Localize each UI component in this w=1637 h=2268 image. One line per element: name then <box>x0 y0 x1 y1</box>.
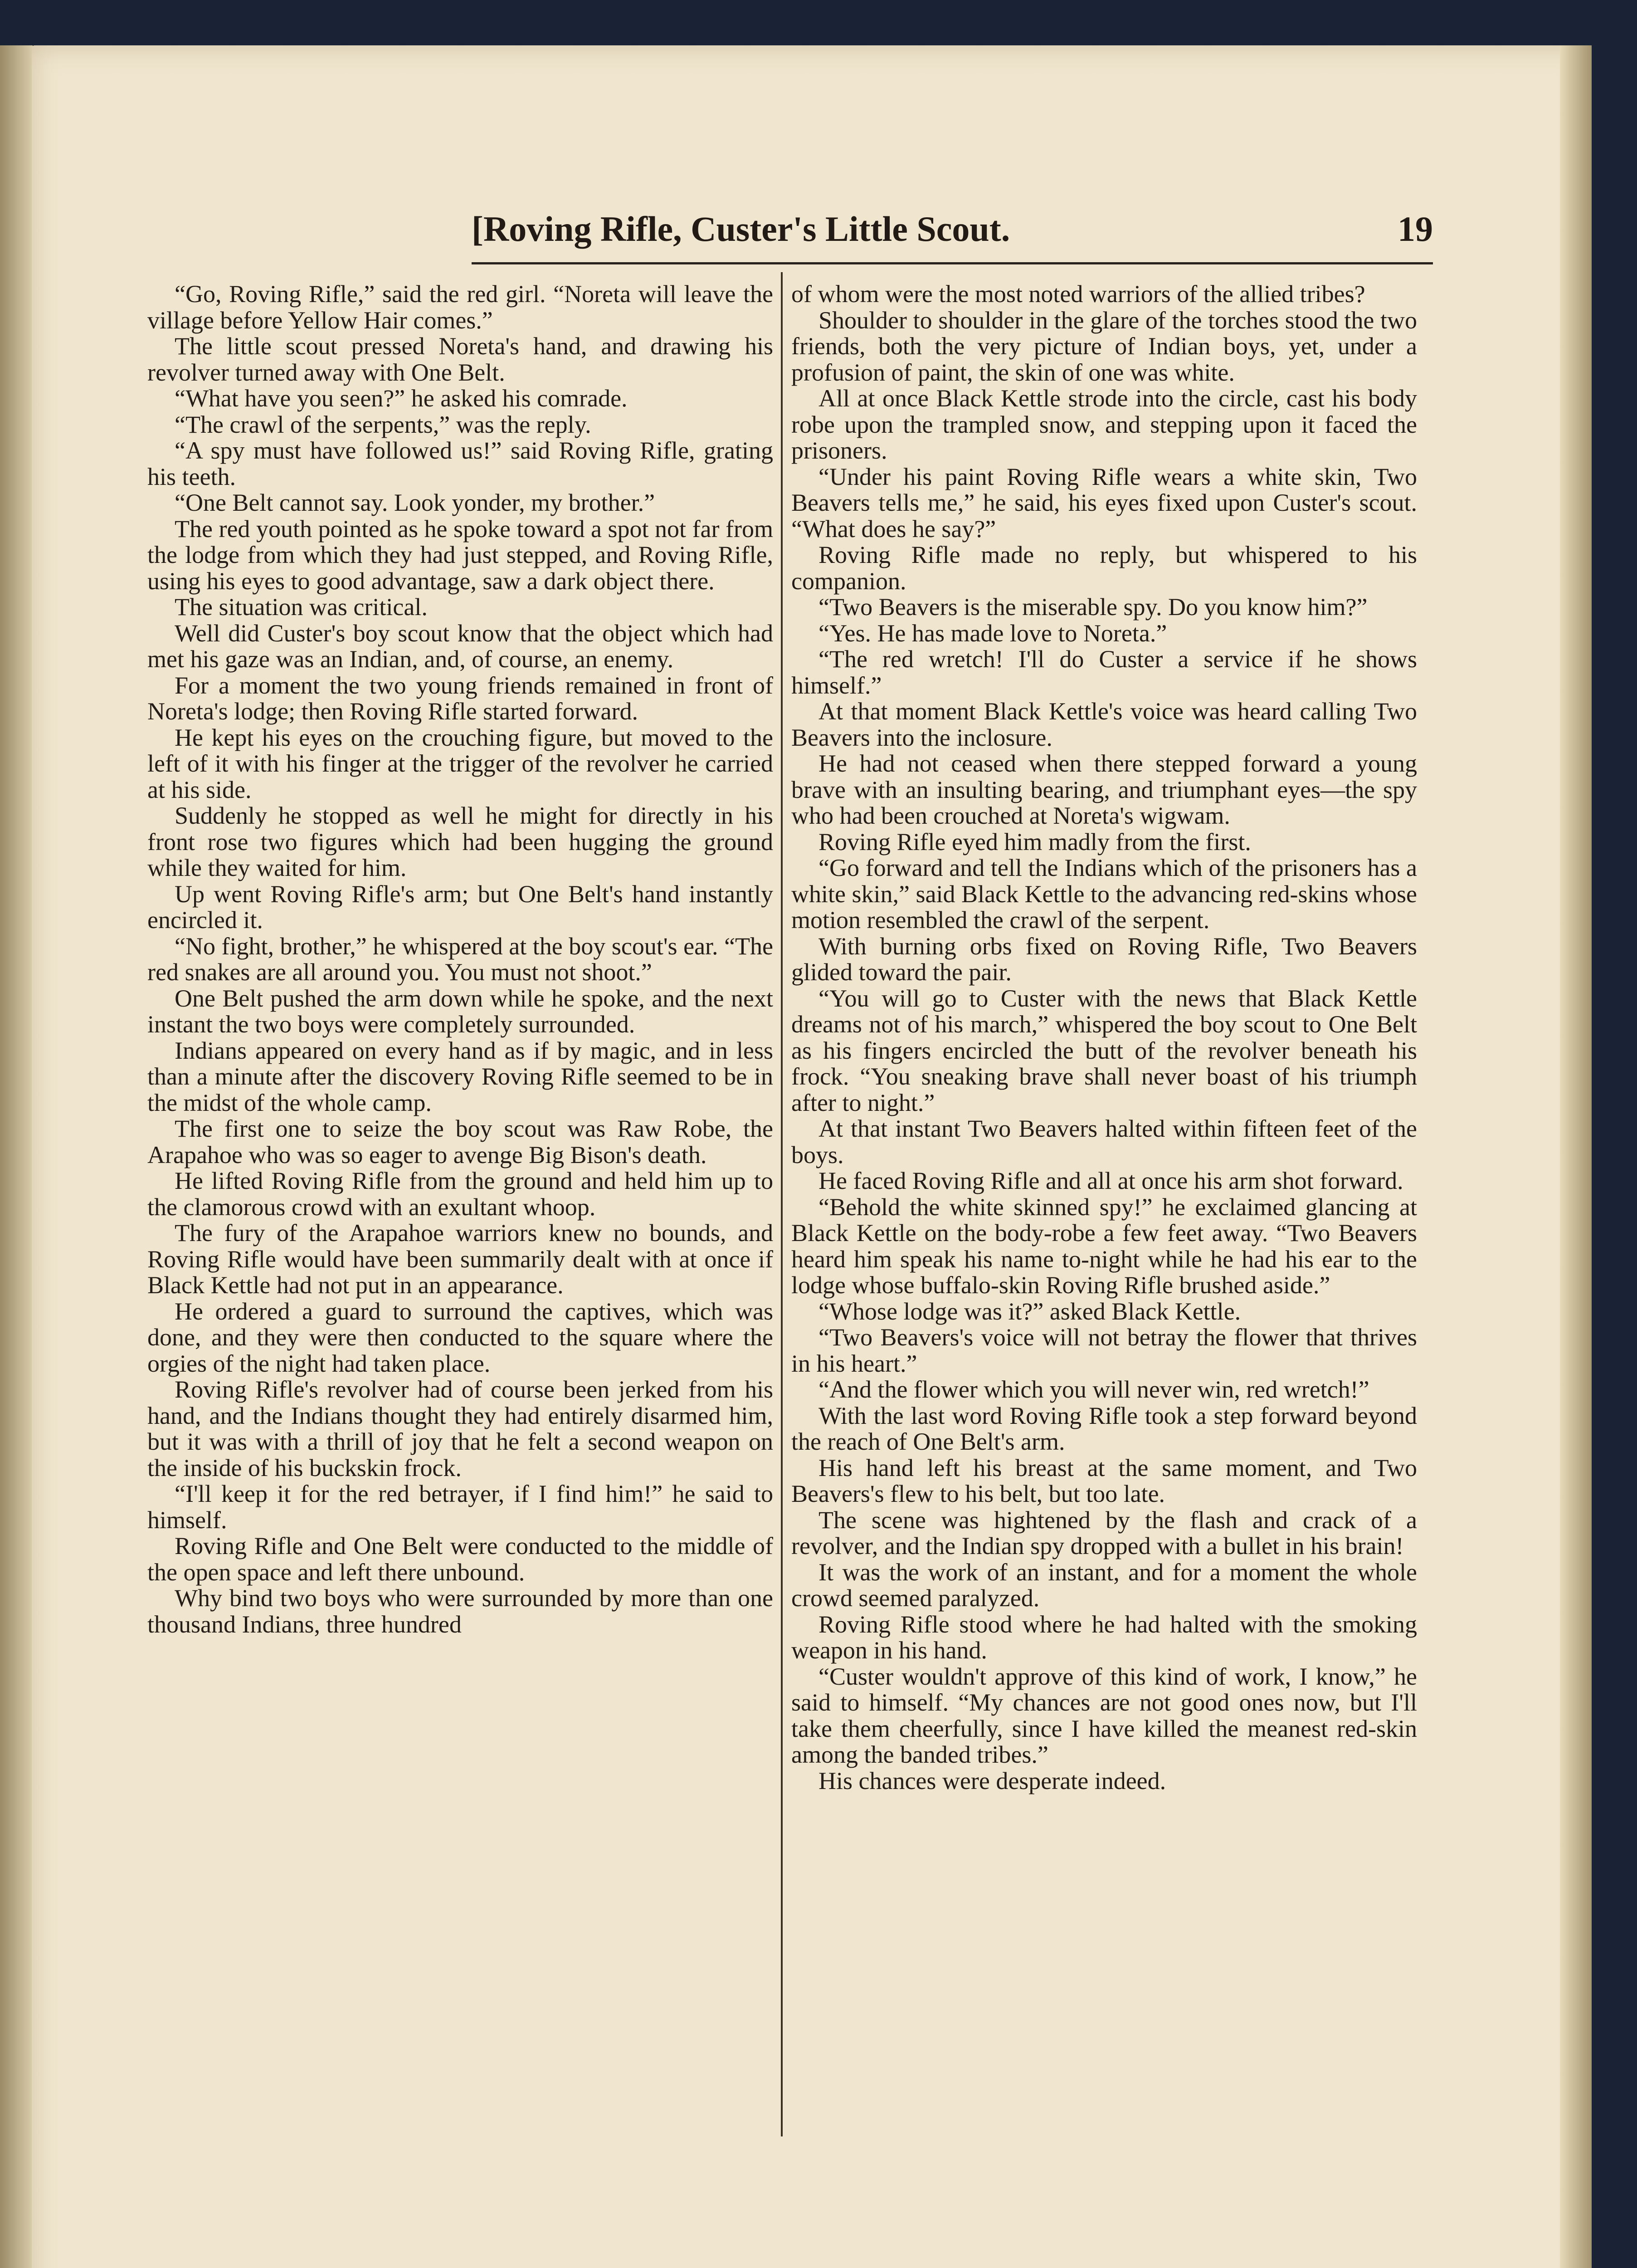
header-rule <box>472 262 1433 264</box>
paragraph: The little scout pressed Noreta's hand, and drawing his revolver turned away with One Belt. <box>147 332 773 386</box>
running-header <box>472 209 1433 263</box>
paragraph: “Go, Roving Rifle,” said the red girl. “Noreta will leave the village before Yellow Hair comes.” <box>147 280 773 334</box>
paragraph: The first one to seize the boy scout was Raw Robe, the Arapahoe who was so eager to avenge Big Bison's death. <box>147 1115 773 1168</box>
paragraph: He lifted Roving Rifle from the ground and held him up to the clamorous crowd with an exultant whoop. <box>147 1167 773 1221</box>
paragraph: He faced Roving Rifle and all at once his arm shot forward. <box>818 1167 1403 1194</box>
paragraph: Shoulder to shoulder in the glare of the torches stood the two friends, both the very picture of Indian boys, yet, under a profusion of paint, the skin of one was white. <box>791 306 1417 386</box>
paragraph: “Behold the white skinned spy!” he exclaimed glancing at Black Kettle on the body-robe a few feet away. “Two Beavers heard him speak his name to-night while he had his ear to the lodge whose buffalo-skin Roving Rifle brushed aside.” <box>791 1193 1417 1299</box>
paragraph: “The crawl of the serpents,” was the reply. <box>175 411 591 438</box>
paragraph: His chances were desperate indeed. <box>818 1767 1166 1794</box>
running-title: [Roving Rifle, Custer's Little Scout. <box>472 209 1010 249</box>
paragraph: “And the flower which you will never win, red wretch!” <box>818 1376 1369 1403</box>
paragraph: He kept his eyes on the crouching figure, but moved to the left of it with his finger at the trigger of the revolver he carried at his side. <box>147 723 773 803</box>
paragraph: “A spy must have followed us!” said Roving Rifle, grating his teeth. <box>147 437 773 490</box>
paragraph: “Go forward and tell the Indians which of the prisoners has a white skin,” said Black Kettle to the advancing red-skins whose motion resembled the crawl of the serpent. <box>791 854 1417 934</box>
paragraph: Roving Rifle's revolver had of course been jerked from his hand, and the Indians thought they had entirely disarmed him, but it was with a thrill of joy that he felt a second weapon on the inside of his buckskin frock. <box>147 1376 773 1481</box>
paragraph: For a moment the two young friends remained in front of Noreta's lodge; then Roving Rifle started forward. <box>147 671 773 725</box>
paragraph: He had not ceased when there stepped forward a young brave with an insulting bearing, and triumphant eyes—the spy who had been crouched at Noreta's wigwam. <box>791 750 1417 829</box>
paragraph: “I'll keep it for the red betrayer, if I find him!” he said to himself. <box>147 1480 773 1534</box>
paragraph: Roving Rifle made no reply, but whispered to his companion. <box>791 541 1417 595</box>
paragraph: Suddenly he stopped as well he might for directly in his front rose two figures which had been hugging the ground while they waited for him. <box>147 802 773 881</box>
left-column <box>147 281 773 1637</box>
paragraph: Up went Roving Rifle's arm; but One Belt's hand instantly encircled it. <box>147 880 773 934</box>
paragraph: “Two Beavers's voice will not betray the flower that thrives in his heart.” <box>791 1324 1417 1377</box>
paragraph: “Whose lodge was it?” asked Black Kettle. <box>818 1297 1241 1325</box>
paragraph: “No fight, brother,” he whispered at the boy scout's ear. “The red snakes are all around you. You must not shoot.” <box>147 932 773 986</box>
paragraph: The scene was hightened by the flash and crack of a revolver, and the Indian spy dropped with a bullet in his brain! <box>791 1506 1417 1559</box>
paragraph: The red youth pointed as he spoke toward a spot not far from the lodge from which they had just stepped, and Roving Rifle, using his eyes to good advantage, saw a dark object there. <box>147 515 773 595</box>
paragraph: The fury of the Arapahoe warriors knew no bounds, and Roving Rifle would have been summarily dealt with at once if Black Kettle had not put in an appearance. <box>147 1219 773 1299</box>
paragraph: Roving Rifle eyed him madly from the first. <box>818 828 1251 855</box>
left-gutter <box>0 45 33 2268</box>
paragraph: of whom were the most noted warriors of the allied tribes? <box>791 280 1365 308</box>
paragraph: It was the work of an instant, and for a moment the whole crowd seemed paralyzed. <box>791 1558 1417 1612</box>
paragraph: Roving Rifle stood where he had halted with the smoking weapon in his hand. <box>791 1610 1417 1664</box>
paragraph: At that moment Black Kettle's voice was heard calling Two Beavers into the inclosure. <box>791 698 1417 751</box>
paragraph: “You will go to Custer with the news that Black Kettle dreams not of his march,” whispered the boy scout to One Belt as his fingers encircled the butt of the revolver beneath his frock. “You sneaking brave shall never boast of his triumph after to night.” <box>791 984 1417 1116</box>
paragraph: With burning orbs fixed on Roving Rifle, Two Beavers glided toward the pair. <box>791 932 1417 986</box>
paragraph: With the last word Roving Rifle took a step forward beyond the reach of One Belt's arm. <box>791 1402 1417 1455</box>
paragraph: “Under his paint Roving Rifle wears a white skin, Two Beavers tells me,” he said, his eyes fixed upon Custer's scout. “What does he say?” <box>791 463 1417 543</box>
paragraph: His hand left his breast at the same moment, and Two Beavers's flew to his belt, but too late. <box>791 1454 1417 1507</box>
paragraph: “The red wretch! I'll do Custer a service if he shows himself.” <box>791 645 1417 699</box>
column-divider <box>781 272 783 2136</box>
paragraph: Why bind two boys who were surrounded by more than one thousand Indians, three hundred <box>147 1584 773 1638</box>
paragraph: He ordered a guard to surround the captives, which was done, and they were then conducted to the square where the orgies of the night had taken place. <box>147 1297 773 1377</box>
page-edge <box>1560 45 1592 2268</box>
paragraph: At that instant Two Beavers halted within fifteen feet of the boys. <box>791 1115 1417 1168</box>
paragraph: “Two Beavers is the miserable spy. Do you know him?” <box>818 593 1368 621</box>
paragraph: One Belt pushed the arm down while he spoke, and the next instant the two boys were completely surrounded. <box>147 984 773 1038</box>
paragraph: Well did Custer's boy scout know that the object which had met his gaze was an Indian, and, of course, an enemy. <box>147 619 773 673</box>
page-number: 19 <box>1398 209 1433 249</box>
paragraph: “Custer wouldn't approve of this kind of work, I know,” he said to himself. “My chances are not good ones now, but I'll take them cheerfully, since I have killed the meanest red-skin among the banded tribes.” <box>791 1662 1417 1768</box>
paragraph: “Yes. He has made love to Noreta.” <box>818 619 1167 647</box>
paragraph: All at once Black Kettle strode into the circle, cast his body robe upon the trampled snow, and stepping upon it faced the prisoners. <box>791 385 1417 464</box>
paragraph: The situation was critical. <box>175 593 428 621</box>
paragraph: Roving Rifle and One Belt were conducted to the middle of the open space and left there unbound. <box>147 1532 773 1586</box>
right-column <box>791 281 1417 1794</box>
paragraph: “What have you seen?” he asked his comrade. <box>175 385 628 412</box>
paragraph: “One Belt cannot say. Look yonder, my brother.” <box>175 489 655 516</box>
paragraph: Indians appeared on every hand as if by magic, and in less than a minute after the discovery Roving Rifle seemed to be in the midst of the whole camp. <box>147 1036 773 1116</box>
